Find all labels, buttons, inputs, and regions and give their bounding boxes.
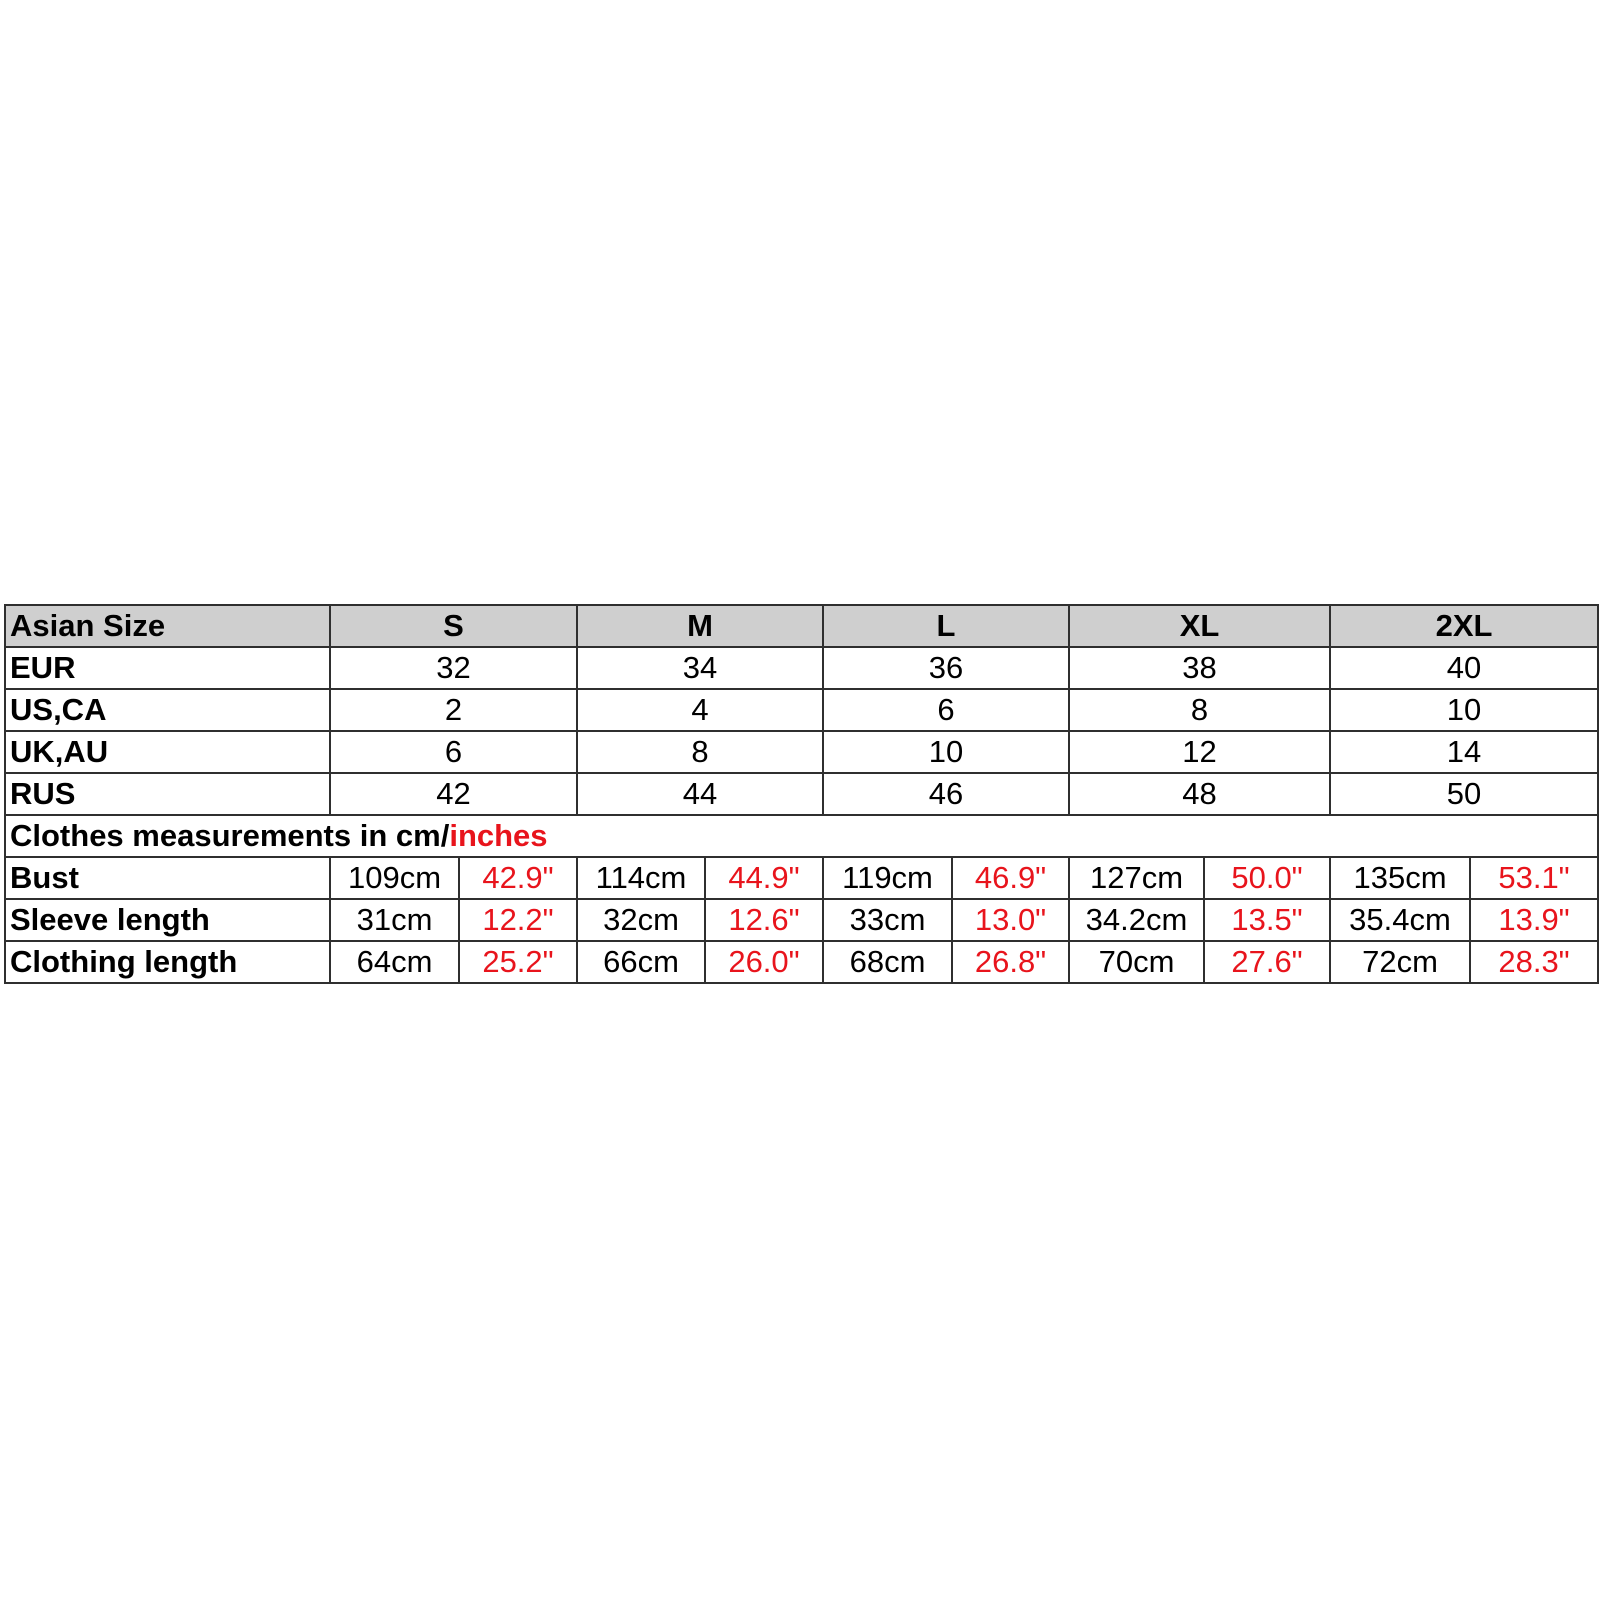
cm-value: 127cm xyxy=(1069,857,1204,899)
size-value: 2 xyxy=(330,689,577,731)
size-chart-table xyxy=(4,604,1599,984)
size-header: M xyxy=(577,605,823,647)
cm-value: 72cm xyxy=(1330,941,1470,983)
size-value: 8 xyxy=(577,731,823,773)
size-value: 6 xyxy=(823,689,1069,731)
measurement-row xyxy=(5,899,1598,941)
size-chart-body xyxy=(5,605,1598,983)
cm-value: 109cm xyxy=(330,857,459,899)
size-header: 2XL xyxy=(1330,605,1598,647)
size-row xyxy=(5,773,1598,815)
size-header: S xyxy=(330,605,577,647)
measurement-label: Clothing length xyxy=(5,941,330,983)
cm-value: 135cm xyxy=(1330,857,1470,899)
header-row xyxy=(5,605,1598,647)
cm-value: 35.4cm xyxy=(1330,899,1470,941)
inch-value: 25.2" xyxy=(459,941,577,983)
inch-value: 42.9" xyxy=(459,857,577,899)
inch-value: 12.2" xyxy=(459,899,577,941)
cm-value: 68cm xyxy=(823,941,952,983)
inch-value: 12.6" xyxy=(705,899,823,941)
section-title xyxy=(5,815,1598,857)
size-value: 10 xyxy=(1330,689,1598,731)
size-value: 10 xyxy=(823,731,1069,773)
size-value: 12 xyxy=(1069,731,1330,773)
size-header: L xyxy=(823,605,1069,647)
size-value: 36 xyxy=(823,647,1069,689)
size-value: 38 xyxy=(1069,647,1330,689)
measurement-label: Bust xyxy=(5,857,330,899)
size-value: 14 xyxy=(1330,731,1598,773)
cm-value: 119cm xyxy=(823,857,952,899)
size-row xyxy=(5,689,1598,731)
cm-value: 32cm xyxy=(577,899,705,941)
inch-value: 26.0" xyxy=(705,941,823,983)
section-title-accent: inches xyxy=(449,818,548,853)
size-value: 4 xyxy=(577,689,823,731)
size-value: 44 xyxy=(577,773,823,815)
header-label: Asian Size xyxy=(5,605,330,647)
size-header: XL xyxy=(1069,605,1330,647)
measurement-label: Sleeve length xyxy=(5,899,330,941)
inch-value: 53.1" xyxy=(1470,857,1598,899)
cm-value: 114cm xyxy=(577,857,705,899)
section-title-row xyxy=(5,815,1598,857)
size-value: 48 xyxy=(1069,773,1330,815)
inch-value: 26.8" xyxy=(952,941,1069,983)
size-value: 40 xyxy=(1330,647,1598,689)
cm-value: 34.2cm xyxy=(1069,899,1204,941)
inch-value: 27.6" xyxy=(1204,941,1330,983)
cm-value: 31cm xyxy=(330,899,459,941)
size-value: 8 xyxy=(1069,689,1330,731)
size-row xyxy=(5,731,1598,773)
inch-value: 13.0" xyxy=(952,899,1069,941)
measurement-row xyxy=(5,857,1598,899)
cm-value: 33cm xyxy=(823,899,952,941)
size-row xyxy=(5,647,1598,689)
size-row-label: RUS xyxy=(5,773,330,815)
section-title-text: Clothes measurements in cm/ xyxy=(10,818,450,853)
size-row-label: EUR xyxy=(5,647,330,689)
size-value: 6 xyxy=(330,731,577,773)
size-value: 34 xyxy=(577,647,823,689)
inch-value: 13.5" xyxy=(1204,899,1330,941)
cm-value: 70cm xyxy=(1069,941,1204,983)
inch-value: 13.9" xyxy=(1470,899,1598,941)
size-row-label: UK,AU xyxy=(5,731,330,773)
inch-value: 28.3" xyxy=(1470,941,1598,983)
inch-value: 44.9" xyxy=(705,857,823,899)
cm-value: 64cm xyxy=(330,941,459,983)
size-value: 32 xyxy=(330,647,577,689)
inch-value: 46.9" xyxy=(952,857,1069,899)
size-value: 42 xyxy=(330,773,577,815)
size-row-label: US,CA xyxy=(5,689,330,731)
cm-value: 66cm xyxy=(577,941,705,983)
measurement-row xyxy=(5,941,1598,983)
inch-value: 50.0" xyxy=(1204,857,1330,899)
size-value: 50 xyxy=(1330,773,1598,815)
size-value: 46 xyxy=(823,773,1069,815)
